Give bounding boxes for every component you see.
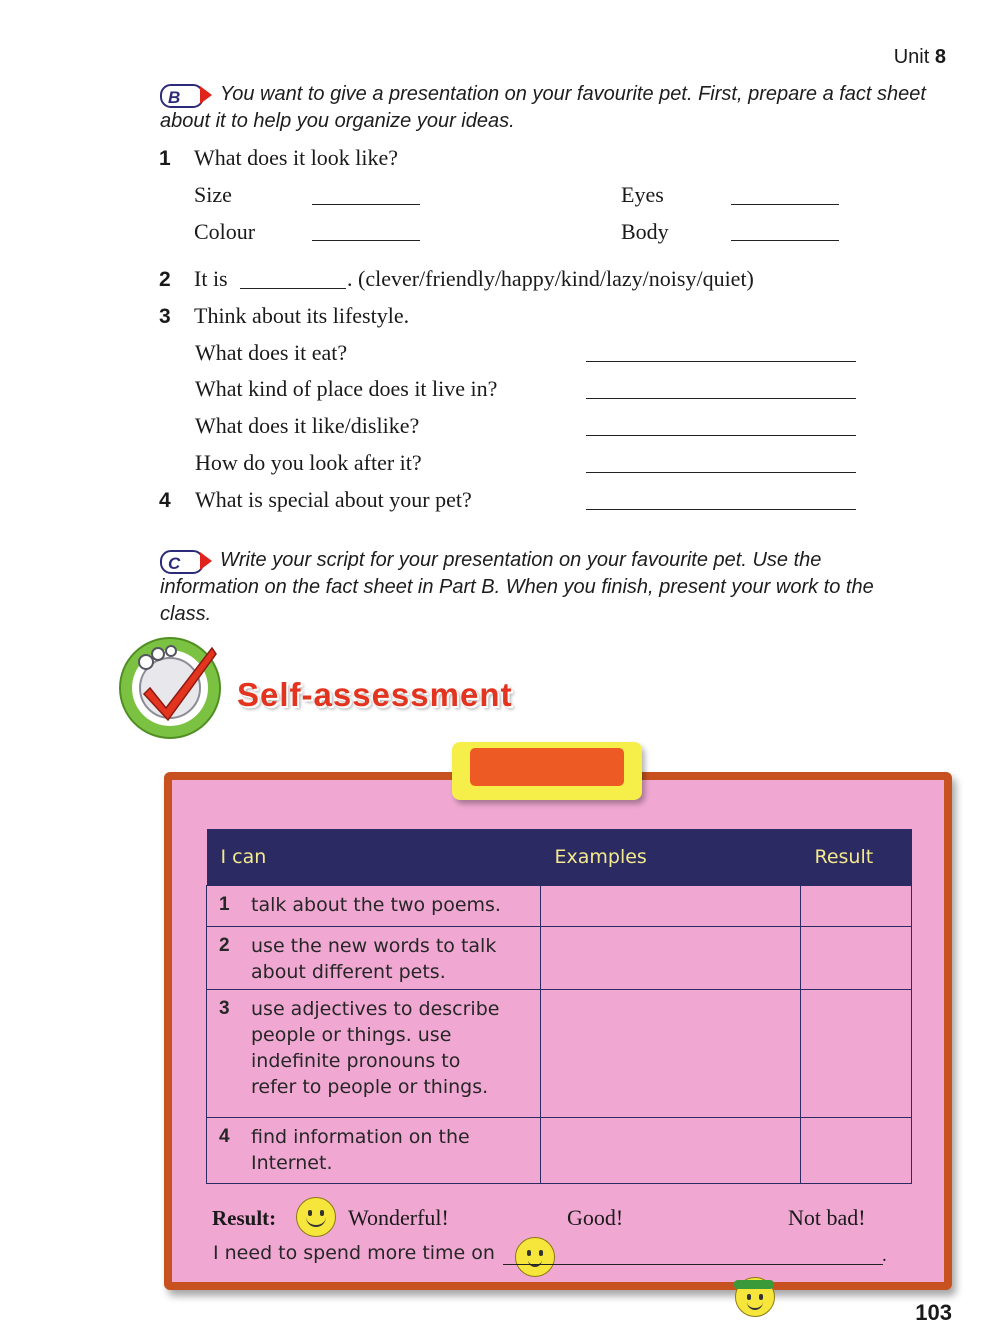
field-colour-blank[interactable] — [312, 240, 420, 241]
part-b-letter: B — [168, 87, 181, 107]
part-b-badge — [160, 84, 212, 106]
part-b-text: You want to give a presentation on your favourite pet. First, prepare a fact sheet about it to help you organize your ideas. — [160, 83, 926, 132]
table-row — [207, 927, 912, 990]
rating-good: Good! — [567, 1205, 624, 1230]
row-1-result[interactable] — [801, 886, 912, 927]
q1-number: 1 — [159, 147, 171, 170]
result-label: Result: — [212, 1206, 277, 1230]
row-2-i-can — [207, 927, 541, 990]
field-colour-label: Colour — [194, 219, 256, 244]
q3-sub-eat: What does it eat? — [195, 340, 348, 365]
q3-sub-care: How do you look after it? — [195, 450, 422, 475]
header-i-can: I can — [207, 829, 541, 886]
good-smiley-icon[interactable] — [515, 1237, 555, 1277]
row-1-examples[interactable] — [541, 886, 801, 927]
part-c-letter: C — [168, 553, 181, 573]
unit-number: 8 — [934, 46, 946, 68]
field-body-blank[interactable] — [731, 240, 839, 241]
table-row — [207, 1118, 912, 1184]
q4-number: 4 — [159, 489, 171, 512]
header-examples: Examples — [541, 829, 801, 886]
table-row — [207, 990, 912, 1118]
page-number: 103 — [915, 1300, 952, 1325]
rating-wonderful: Wonderful! — [348, 1205, 449, 1230]
row-2-result[interactable] — [801, 927, 912, 990]
row-text: use adjectives to describe people or things. use indefinite pronouns to refer to people or things. — [251, 998, 500, 1098]
q3-sub-likes: What does it like/dislike? — [195, 413, 420, 438]
row-3-result[interactable] — [801, 990, 912, 1118]
q4-text: What is special about your pet? — [195, 487, 472, 512]
part-c-instruction — [160, 547, 920, 628]
part-b-instruction — [160, 81, 940, 135]
row-number: 3 — [219, 998, 230, 1019]
self-assessment-title: Self-assessment — [237, 676, 513, 713]
q3-number: 3 — [159, 305, 171, 328]
part-c-text: Write your script for your presentation on your favourite pet. Use the information on the fact sheet in Part B. When you finish, present your work to the class. — [160, 549, 874, 625]
part-c-badge — [160, 550, 212, 572]
unit-label — [894, 46, 946, 69]
play-arrow-icon — [200, 86, 212, 104]
unit-word: Unit — [893, 46, 930, 68]
field-size-blank[interactable] — [312, 204, 420, 205]
need-more-time-blank[interactable] — [503, 1264, 883, 1265]
q3-sub-likes-blank[interactable] — [586, 435, 856, 436]
row-number: 2 — [219, 935, 230, 956]
field-eyes-label: Eyes — [621, 182, 664, 207]
table-header-row — [207, 829, 912, 886]
not-bad-smiley-icon[interactable] — [735, 1277, 775, 1317]
field-body-label: Body — [621, 219, 669, 244]
row-text: use the new words to talk about different pets. — [251, 935, 497, 983]
self-assessment-table — [206, 829, 912, 1184]
checkmark-badge-icon — [116, 634, 226, 740]
table-row — [207, 886, 912, 927]
row-3-i-can — [207, 990, 541, 1118]
q3-sub-eat-blank[interactable] — [586, 361, 856, 362]
need-more-time-period: . — [882, 1245, 887, 1266]
row-3-examples[interactable] — [541, 990, 801, 1118]
row-1-i-can — [207, 886, 541, 927]
row-number: 1 — [219, 894, 230, 915]
row-text: talk about the two poems. — [251, 894, 501, 916]
field-size-label: Size — [194, 182, 232, 207]
need-more-time-text: I need to spend more time on — [213, 1242, 495, 1264]
q3-sub-place-blank[interactable] — [586, 398, 856, 399]
row-text: find information on the Internet. — [251, 1126, 470, 1174]
header-result: Result — [801, 829, 912, 886]
row-4-result[interactable] — [801, 1118, 912, 1184]
row-2-examples[interactable] — [541, 927, 801, 990]
q2-prefix: It is — [194, 266, 228, 291]
row-4-i-can — [207, 1118, 541, 1184]
q2-number: 2 — [159, 268, 171, 291]
rating-not-bad: Not bad! — [788, 1205, 866, 1230]
q1-text: What does it look like? — [194, 145, 399, 170]
q2-blank[interactable] — [240, 288, 346, 289]
q3-sub-place: What kind of place does it live in? — [195, 376, 498, 401]
q2-options: . (clever/friendly/happy/kind/lazy/noisy/quiet) — [347, 266, 754, 291]
q4-blank[interactable] — [586, 509, 856, 510]
wonderful-smiley-icon[interactable] — [296, 1197, 336, 1237]
field-eyes-blank[interactable] — [731, 204, 839, 205]
row-4-examples[interactable] — [541, 1118, 801, 1184]
board-tab-inner — [470, 748, 624, 786]
row-number: 4 — [219, 1126, 230, 1147]
q3-sub-care-blank[interactable] — [586, 472, 856, 473]
play-arrow-icon — [200, 552, 212, 570]
q3-text: Think about its lifestyle. — [194, 303, 410, 328]
